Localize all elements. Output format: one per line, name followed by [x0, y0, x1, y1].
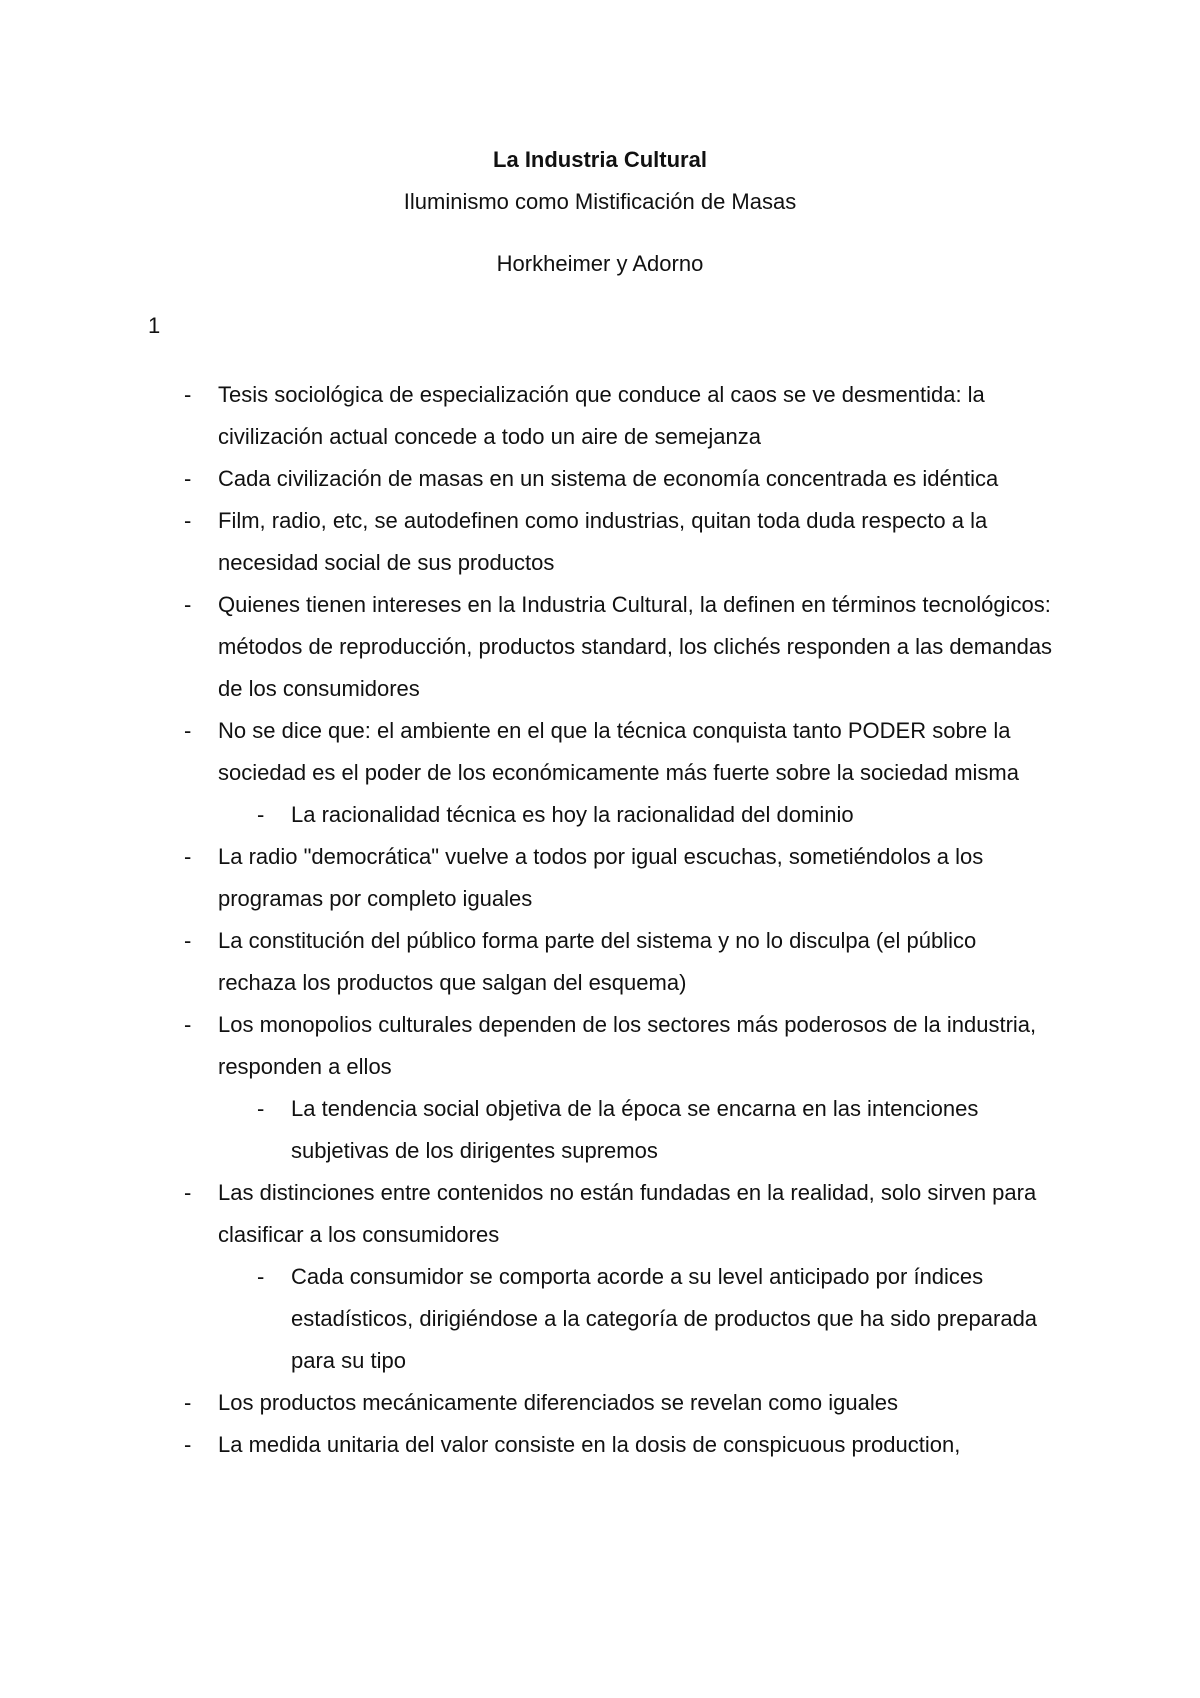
bullet-dash: -	[257, 1096, 265, 1121]
list-item	[184, 836, 1058, 920]
sub-list-item	[257, 794, 1061, 836]
list-item	[184, 1424, 1058, 1466]
list-item-text: Las distinciones entre contenidos no están fundadas en la realidad, solo sirven para clasificar a los consumidores	[218, 1180, 1037, 1247]
list-item	[184, 374, 1058, 458]
bullet-dash: -	[184, 1390, 192, 1415]
document-authors: Horkheimer y Adorno	[496, 251, 704, 276]
bullet-dash: -	[184, 1180, 192, 1205]
bullet-dash: -	[184, 718, 192, 743]
bullet-dash: -	[184, 382, 192, 407]
sub-list-item	[257, 1088, 1061, 1172]
bullet-dash: -	[184, 1012, 192, 1037]
list-item-text: La radio "democrática" vuelve a todos por igual escuchas, sometiéndolos a los programas por completo iguales	[218, 844, 984, 911]
bullet-dash: -	[184, 928, 192, 953]
list-item	[184, 500, 1058, 584]
list-item	[184, 584, 1058, 710]
bullet-list	[0, 374, 1200, 1466]
bullet-dash: -	[184, 466, 192, 491]
list-item-text: La medida unitaria del valor consiste en la dosis de conspicuous production,	[218, 1432, 961, 1457]
list-item-text: Los productos mecánicamente diferenciados se revelan como iguales	[218, 1390, 898, 1415]
document-title: La Industria Cultural	[493, 147, 707, 172]
bullet-dash: -	[184, 592, 192, 617]
bullet-dash: -	[257, 1264, 265, 1289]
list-item	[184, 920, 1058, 1004]
list-item	[184, 1382, 1058, 1424]
list-item-text: La racionalidad técnica es hoy la racionalidad del dominio	[291, 802, 854, 827]
list-item-text: Los monopolios culturales dependen de los sectores más poderosos de la industria, responden a ellos	[218, 1012, 1037, 1079]
bullet-dash: -	[184, 1432, 192, 1457]
bullet-dash: -	[257, 802, 265, 827]
list-item	[184, 710, 1058, 794]
list-item-text: Quienes tienen intereses en la Industria Cultural, la definen en términos tecnológicos: métodos de reproducción, productos standard, los clichés responden a las demandas de los consumidores	[218, 592, 1053, 701]
list-item-text: La tendencia social objetiva de la época se encarna en las intenciones subjetivas de los dirigentes supremos	[291, 1096, 979, 1163]
document-subtitle: Iluminismo como Mistificación de Masas	[403, 189, 797, 214]
list-item-text: No se dice que: el ambiente en el que la técnica conquista tanto PODER sobre la sociedad es el poder de los económicamente más fuerte sobre la sociedad misma	[218, 718, 1019, 785]
list-item-text: La constitución del público forma parte del sistema y no lo disculpa (el público rechaza los productos que salgan del esquema)	[218, 928, 977, 995]
sub-list-item	[257, 1256, 1061, 1382]
list-item	[184, 458, 1058, 500]
list-item-text: Film, radio, etc, se autodefinen como industrias, quitan toda duda respecto a la necesidad social de sus productos	[218, 508, 988, 575]
list-item-text: Tesis sociológica de especialización que conduce al caos se ve desmentida: la civilización actual concede a todo un aire de semejanza	[218, 382, 985, 449]
list-item-text: Cada consumidor se comporta acorde a su level anticipado por índices estadísticos, dirigiéndose a la categoría de productos que ha sido preparada para su tipo	[291, 1264, 1038, 1373]
list-item	[184, 1004, 1058, 1088]
list-item	[184, 1172, 1058, 1256]
bullet-dash: -	[184, 508, 192, 533]
list-item-text: Cada civilización de masas en un sistema de economía concentrada es idéntica	[218, 466, 999, 491]
section-number: 1	[148, 313, 161, 338]
bullet-dash: -	[184, 844, 192, 869]
